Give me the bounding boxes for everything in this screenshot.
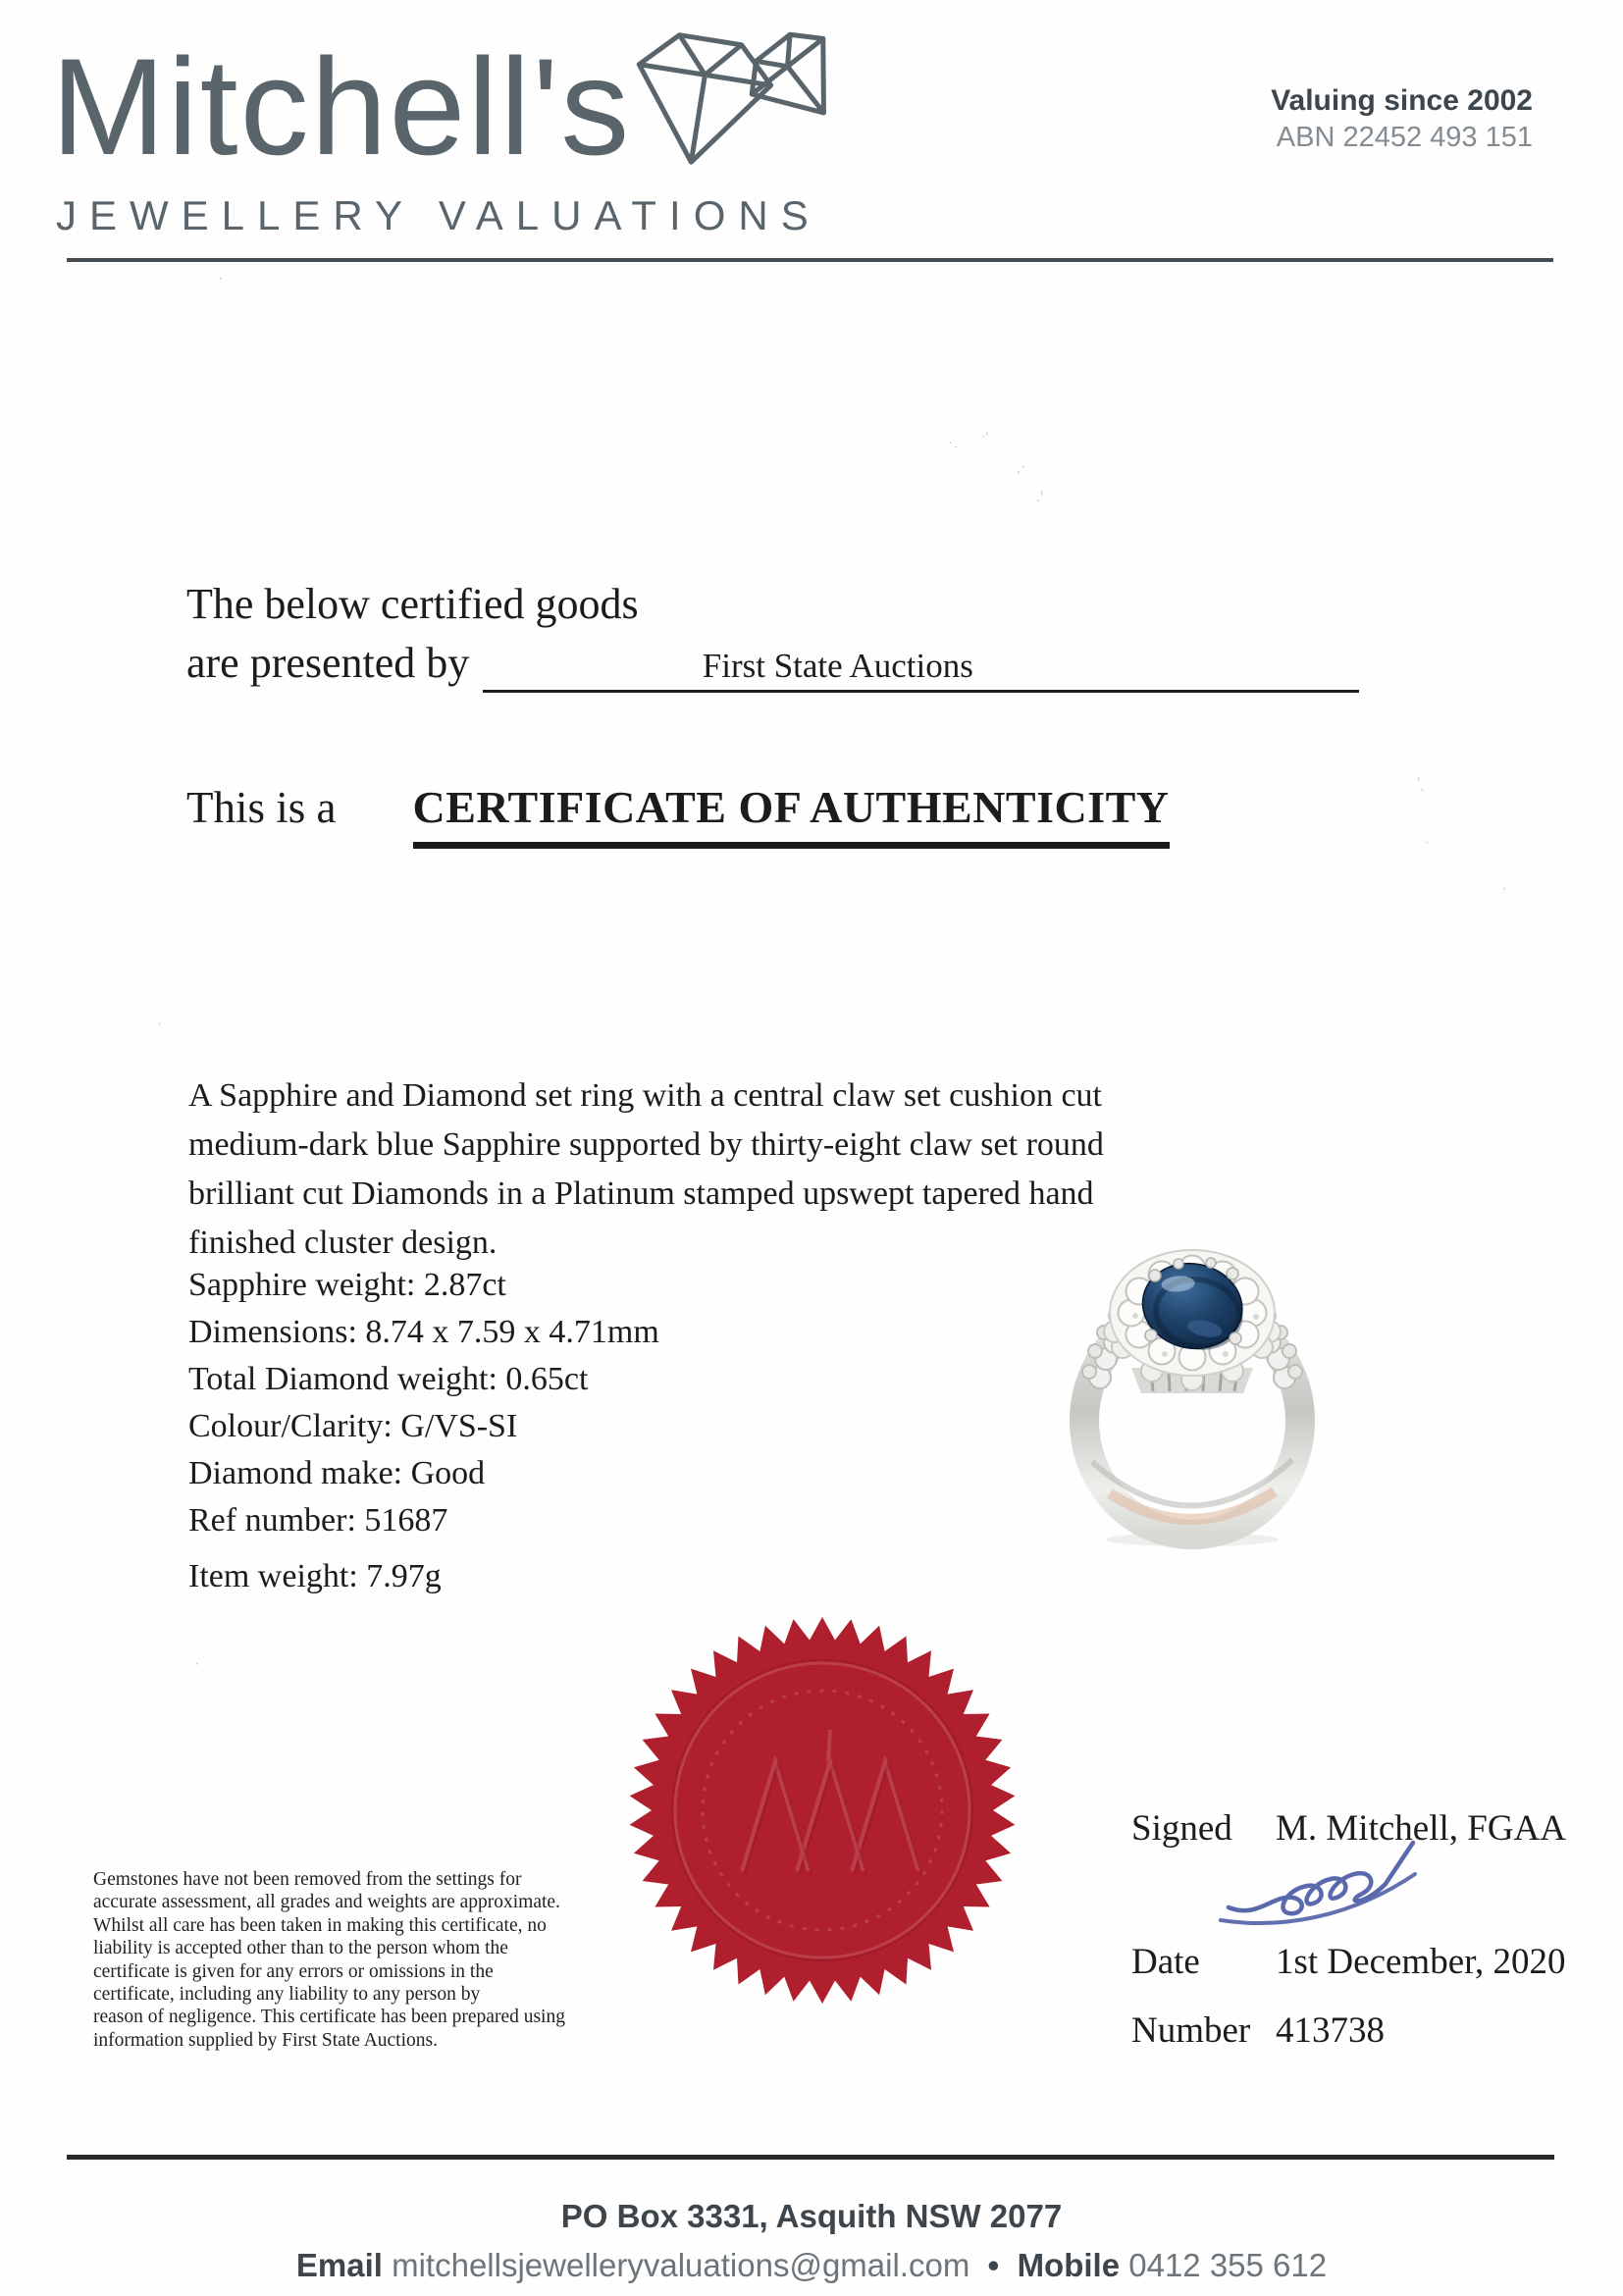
- brand-name: Mitchell's: [51, 29, 632, 183]
- date-row: [1131, 1941, 1565, 1983]
- presented-goods-line: The below certified goods: [186, 580, 639, 628]
- scan-speck: .ꞌ: [1036, 489, 1043, 505]
- spec-diamond-weight: Total Diamond weight: 0.65ct: [188, 1361, 589, 1397]
- seal-starburst: [630, 1617, 1016, 2004]
- footer-contact: [0, 2247, 1623, 2284]
- header-divider: [67, 258, 1553, 262]
- description-line: finished cluster design.: [188, 1225, 497, 1261]
- spec-item-weight: Item weight: 7.97g: [188, 1558, 442, 1594]
- double-diamond-icon: [633, 27, 834, 196]
- signature-ink: [1215, 1825, 1548, 1943]
- spec-diamond-make: Diamond make: Good: [188, 1455, 486, 1491]
- brand-subtitle: JEWELLERY VALUATIONS: [56, 192, 821, 238]
- disclaimer-line: liability is accepted other than to the person whom the: [93, 1938, 508, 1959]
- disclaimer-line: information supplied by First State Auctions.: [93, 2029, 438, 2051]
- disclaimer-line: certificate is given for any errors or omissions in the: [93, 1960, 494, 1982]
- spec-ref-number: Ref number: 51687: [188, 1502, 448, 1539]
- scan-speck: ˑ: [1425, 836, 1430, 853]
- scan-speck: ·: [218, 271, 224, 287]
- spec-list: [188, 1262, 659, 1544]
- disclaimer-line: reason of negligence. This certificate has been prepared using: [93, 2007, 565, 2028]
- embossed-seal-icon: [626, 1614, 1019, 2007]
- spec-colour-clarity: Colour/Clarity: G/VS-SI: [188, 1408, 518, 1444]
- tagline: Valuing since 2002: [1271, 84, 1533, 117]
- disclaimer-line: Whilst all care has been taken in making this certificate, no: [93, 1914, 547, 1936]
- presented-by-row: [186, 638, 1359, 693]
- number-value: 413738: [1276, 2010, 1385, 2051]
- disclaimer-line: certificate, including any liability to any person by: [93, 1984, 481, 2006]
- signed-name: M. Mitchell, FGAA: [1276, 1808, 1566, 1849]
- spec-sapphire-weight: Sapphire weight: 2.87ct: [188, 1267, 506, 1303]
- scan-speck: ·: [194, 1656, 200, 1673]
- scan-speck: ˑ': [981, 430, 989, 446]
- mobile-number: 0412 355 612: [1128, 2247, 1328, 2283]
- item-description: [188, 1071, 1104, 1268]
- description-line: medium-dark blue Sapphire supported by thirty-eight claw set round: [188, 1126, 1104, 1163]
- email-label: Email: [295, 2247, 383, 2283]
- number-label: Number: [1131, 2010, 1251, 2051]
- title-prefix: This is a: [186, 783, 337, 832]
- date-label: Date: [1131, 1942, 1200, 1982]
- scan-speck: ·: [1501, 881, 1507, 898]
- footer-divider: [67, 2155, 1554, 2160]
- disclaimer-line: Gemstones have not been removed from the settings for: [93, 1869, 522, 1890]
- presenter-name: First State Auctions: [483, 647, 1359, 693]
- title-row: [186, 781, 1170, 849]
- date-value: 1st December, 2020: [1276, 1942, 1566, 1982]
- description-line: brilliant cut Diamonds in a Platinum stamped upswept tapered hand: [188, 1175, 1094, 1212]
- scan-speck: ˈ: [157, 1020, 163, 1037]
- abn-number: ABN 22452 493 151: [1276, 122, 1533, 153]
- footer-address: PO Box 3331, Asquith NSW 2077: [560, 2198, 1063, 2234]
- number-row: [1131, 2009, 1385, 2052]
- scan-speck: ,·: [1017, 459, 1026, 476]
- diamond-cluster: [1104, 1250, 1281, 1390]
- ring-photo: [1016, 1205, 1369, 1550]
- mobile-label: Mobile: [1017, 2247, 1121, 2283]
- presented-by-label: are presented by: [186, 639, 470, 687]
- spec-dimensions: Dimensions: 8.74 x 7.59 x 4.71mm: [188, 1314, 659, 1350]
- email-address: mitchellsjewelleryvaluations@gmail.com: [392, 2247, 970, 2283]
- bullet-separator: •: [987, 2247, 1000, 2283]
- scan-speck: ˙·: [948, 440, 959, 456]
- certificate-title: CERTIFICATE OF AUTHENTICITY: [413, 781, 1170, 849]
- disclaimer-text: [93, 1868, 565, 2052]
- signed-label: Signed: [1131, 1808, 1232, 1849]
- scan-speck: 'ˏ: [1417, 775, 1426, 792]
- disclaimer-line: accurate assessment, all grades and weights are approximate.: [93, 1892, 560, 1913]
- description-line: A Sapphire and Diamond set ring with a central claw set cushion cut: [188, 1077, 1102, 1114]
